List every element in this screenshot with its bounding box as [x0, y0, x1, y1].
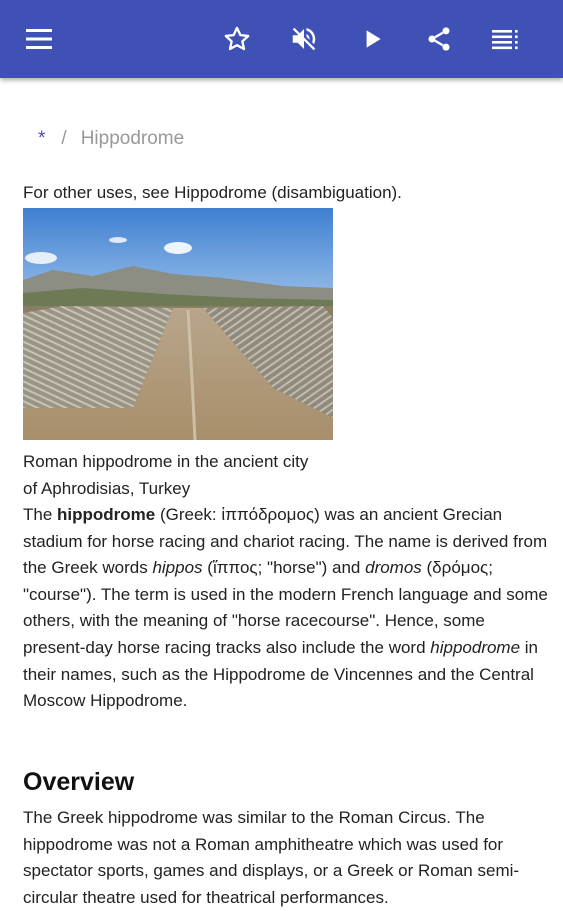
article-image[interactable]: [23, 208, 333, 440]
image-caption: [23, 449, 343, 502]
hatnote[interactable]: For other uses, see Hippodrome (disambiguation).: [23, 183, 402, 202]
mute-button[interactable]: [282, 17, 326, 61]
favorite-button[interactable]: [215, 17, 259, 61]
star-icon: [223, 25, 251, 53]
breadcrumb: [38, 128, 184, 150]
menu-icon: [26, 28, 54, 50]
intro-hippodrome-em: hippodrome: [430, 637, 521, 657]
breadcrumb-separator: /: [61, 128, 67, 149]
play-icon: [359, 26, 385, 52]
intro-text-3: (ἵππος; "horse") and: [202, 558, 366, 578]
intro-text-1: The: [23, 505, 58, 524]
share-button[interactable]: [417, 17, 461, 61]
toc-icon: [492, 28, 520, 50]
intro-text-5: in their names, such as the Hippodrome de Vincennes and the Central Moscow Hippodrome.: [23, 637, 539, 711]
play-button[interactable]: [350, 17, 394, 61]
intro-text-2: (Greek: ἱππόδρομος) was an ancient Grecian stadium for horse racing and chariot racing. The name is derived from the Greek words: [23, 505, 548, 578]
breadcrumb-home-link[interactable]: *: [38, 128, 46, 149]
intro-dromos: dromos: [365, 558, 422, 578]
table-of-contents-button[interactable]: [484, 17, 528, 61]
intro-text-4: (δρόμος; "course"). The term is used in the modern French language and some others, with the meaning of "horse racecourse". Hence, some present-day horse racing tracks also include the word: [23, 558, 548, 657]
share-icon: [425, 25, 453, 53]
menu-button[interactable]: [18, 17, 62, 61]
caption-line-2: of Aphrodisias, Turkey: [23, 478, 191, 498]
intro-bold-term: hippodrome: [57, 505, 156, 524]
intro-hippos: hippos: [152, 558, 203, 578]
breadcrumb-current: Hippodrome: [80, 128, 185, 149]
hippodrome-photo: [23, 208, 333, 440]
section-heading-overview: Overview: [23, 768, 135, 796]
overview-paragraph: The Greek hippodrome was similar to the Roman Circus. The hippodrome was not a Roman amphitheatre which was used for spectator sports, games and displays, or a Greek or Roman semi-circular theatre used for theatrical performances.: [23, 808, 520, 907]
app-toolbar: [0, 0, 563, 78]
intro-paragraph: [23, 502, 548, 715]
volume-off-icon: [289, 24, 319, 54]
caption-line-1: Roman hippodrome in the ancient city: [23, 452, 309, 471]
